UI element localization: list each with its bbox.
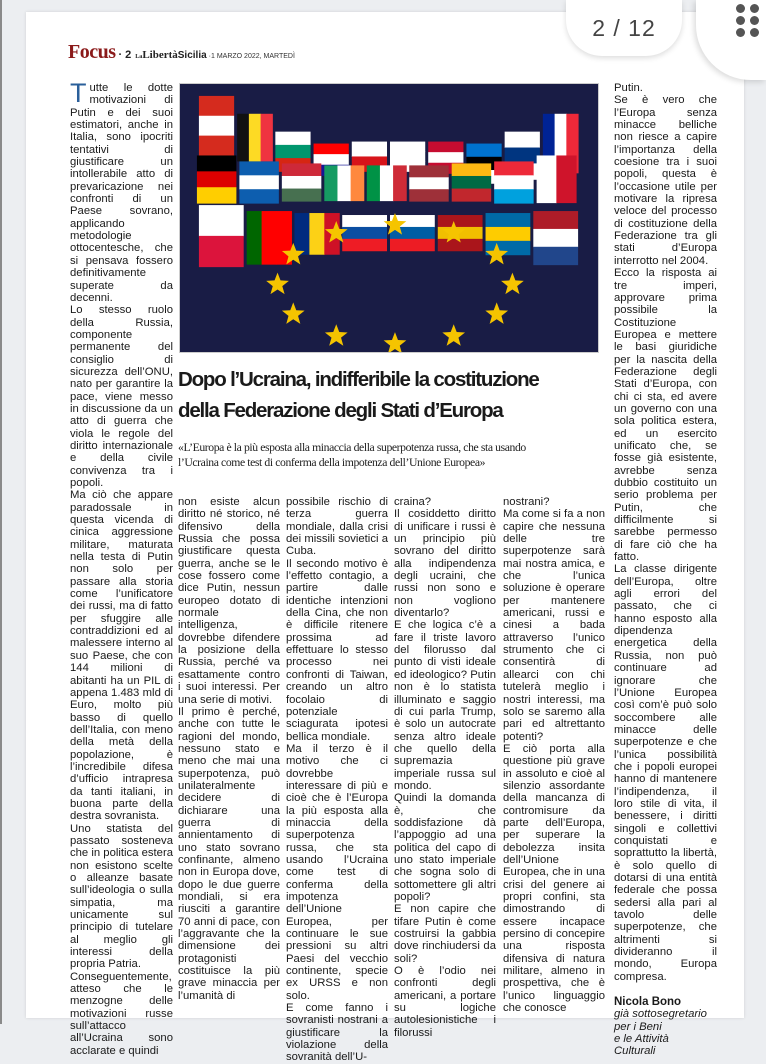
author-role: per i Beni bbox=[614, 1020, 662, 1033]
paragraph: Il primo è perché, anche con tutte le ragioni del mondo, nessuno stato e meno che mai una superpotenza, può unilateralmente decidere di dichiarare una guerra di annientamento di uno stato sovrano confinante, almeno non in Europa dove, dopo le due guerre mondiali, si era riusciti a garantire 70 anni di pace, con l’aggravante che la dimensione dei protagonisti costituisce la più grave minaccia per l’umanità di bbox=[178, 705, 280, 1002]
flag bbox=[494, 161, 533, 203]
paragraph: Ma ciò che appare paradossale in questa vicenda di cinica aggressione militare, maturata nella testa di Putin non solo per passare alla storia come l’unificatore dei russi, ma di fatto per sfuggire alle contraddizioni ed al malessere interno al suo Paese, che con 144 milioni di abitanti ha un PIL di appena 1.483 mld di Euro, molto più basso di quello dell’Italia, con meno della metà della popolazione, è l’incredibile difesa d’ufficio intrapresa da tanti italiani, in buona parte della destra sovranista. bbox=[70, 489, 173, 823]
paragraph: La classe dirigente dell’Europa, oltre agli errori del passato, che ci hanno esposto alla dipendenza energetica della Russia, non può continuare ad ignorare che l’Unione Europea così com’è può solo soccombere alle minacce delle superpotenze e che l’unica possibilità che i popoli europei hanno di mantenere l’indipendenza, il loro stile di vita, il benessere, i diritti singoli e collettivi conquistati e soprattutto la libertà, è solo quello di dotarsi di una entità federale che possa sedersi alla pari al tavolo delle superpotenze, che altrimenti si divideranno il mondo, Europa compresa. bbox=[614, 563, 717, 983]
paragraph: O è l’odio nei confronti degli americani, a portare su logiche autolesionistiche i filorussi bbox=[394, 965, 496, 1039]
subtitle-line: l’Ucraina come test di conferma della impotenza dell’Unione Europea» bbox=[178, 456, 486, 469]
eu-flags-photo bbox=[179, 83, 599, 353]
page-indicator[interactable] bbox=[566, 0, 682, 56]
masthead-name: Libertà bbox=[142, 49, 178, 61]
flag bbox=[237, 114, 273, 162]
paragraph: Ma il terzo è il motivo che ci dovrebbe interessare di più e cioè che è l’Europa la più esposta alla minaccia della superpotenza russa, che sta usando l’Ucraina come test di conferma della impotenza dell’Unione Europea, per continuare le sue pressioni su altri Paesi del vecchio continente, specie ex URSS e non solo. bbox=[286, 742, 388, 1002]
flag bbox=[282, 163, 321, 201]
drop-cap: T bbox=[70, 78, 87, 108]
paragraph: E che logica c’è a fare il triste lavoro del filorusso dal punto di visti ideale ed ideologico? Putin non è lo statista illuminato e saggio di cui parla Trump, è solo un autocrate senza altro ideale che quello della supremazia imperiale russa sul mondo. bbox=[394, 619, 496, 792]
paragraph: E come fanno i sovranisti nostrani a giustificare la violazione della sovranità dell’U- bbox=[286, 1002, 388, 1064]
section-title: Focus bbox=[68, 41, 116, 63]
article-column-1 bbox=[70, 78, 173, 1057]
paragraph: nostrani? bbox=[503, 496, 550, 508]
page-header bbox=[68, 41, 295, 64]
flag bbox=[537, 155, 577, 203]
grid-dots-icon bbox=[736, 4, 760, 38]
article-column-6 bbox=[614, 82, 717, 1058]
newspaper-masthead bbox=[135, 49, 206, 61]
flag bbox=[486, 213, 531, 255]
flag bbox=[239, 161, 278, 203]
paragraph: Lo stesso ruolo della Russia, componente permanente del consiglio di sicurezza dell’ONU, nato per garantire la pace, viene messo in discussione da un atto di guerra che viola le regole del diritto internazionale e della civile convivenza tra i popoli. bbox=[70, 304, 173, 489]
subtitle-line: «L’Europa è la più esposta alla minaccia della superpotenza russa, che sta usando bbox=[178, 441, 526, 454]
article-headline bbox=[178, 364, 608, 426]
page-number: 2 bbox=[125, 49, 132, 61]
flag bbox=[199, 205, 244, 267]
paragraph: Conseguentemente, atteso che le menzogne delle motivazioni russe sull’attacco all’Ucraina sono acclarate e quindi bbox=[70, 970, 173, 1057]
paragraph: Il secondo motivo è l’effetto contagio, a partire dalle identiche intenzioni della Cina, che non è difficile ritenere prossima ad effettuare lo stesso processo nei confronti di Taiwan, creando un altro focolaio di potenziale sciagurata ipotesi bellica mondiale. bbox=[286, 557, 388, 743]
flag bbox=[409, 165, 448, 201]
masthead-region: Sicilia bbox=[177, 50, 207, 61]
paragraph: Putin. bbox=[614, 82, 643, 94]
paragraph: Ecco la risposta ai tre imperi, approvare prima possibile la Costituzione Europea e mettere le basi giuridiche per la nascita della Federazione degli Stati d’Europa, con chi ci sta, ed avere un governo con una sola politica estera, ed un esercito unificato che, se fosse già esistente, avrebbe senza dubbio costituito un serio problema per Putin, che difficilmente si sarebbe permesso di fare ciò che ha fatto. bbox=[614, 267, 717, 564]
headline-line: Dopo l’Ucraina, indifferibile la costituzione bbox=[178, 368, 539, 391]
flag bbox=[324, 165, 364, 201]
paragraph: non esiste alcun diritto né storico, né difensivo della Russia che possa giustificare questa guerra, anche se le cose fossero come dice Putin, nessun europeo dotato di normale intelligenza, dovrebbe difendere la posizione della Russia, perché va esattamente contro i suoi interessi. Per una serie di motivi. bbox=[178, 496, 280, 706]
flag bbox=[438, 215, 483, 251]
paragraph: E ciò porta alla questione più grave in assoluto e cioè al silenzio assordante della mancanza di contromisure da parte dell’Europa, per superare la debolezza insita dell’Unione Europea, che in una crisi del genere ai propri confini, sta dimostrando di essere incapace persino di concepire una risposta difensiva di natura militare, almeno in prospettiva, che è l’unico linguaggio che conosce bbox=[503, 742, 605, 1015]
paragraph-text: utte le dotte motivazioni di Putin e dei suoi estimatori, anche in Italia, sono ipocriti tentativi di giustificare un intollerabile atto di prevaricazione nei confronti di un Paese sovrano, applicando metodologie ottocentesche, che si pensava fossero definitivamente superate da decenni. bbox=[70, 82, 173, 304]
issue-date: ·1 MARZO 2022, MARTEDÌ bbox=[208, 53, 295, 60]
headline-line: della Federazione degli Stati d’Europa bbox=[178, 399, 503, 422]
paragraph: Quindi la domanda è, che soddisfazione dà l’appoggio ad una politica del capo di uno stato imperiale che sogna solo di sottomettere gli altri popoli? bbox=[394, 792, 496, 903]
article-column-4 bbox=[394, 496, 496, 1039]
paragraph: possibile rischio di terza guerra mondiale, dalla crisi dei missili sovietici a Cuba. bbox=[286, 496, 388, 558]
author-signature bbox=[614, 996, 717, 1058]
article-column-3 bbox=[286, 496, 388, 1064]
article-subtitle bbox=[178, 440, 608, 470]
header-separator: · bbox=[118, 49, 123, 61]
author-role: Culturali bbox=[614, 1045, 656, 1058]
eu-flags-stars-image bbox=[180, 84, 598, 352]
author-name: Nicola Bono bbox=[614, 996, 682, 1009]
paragraph: Uno statista del passato sosteneva che in politica estera non esistono scelte o alleanze basate sull’ideologia o sulla simpatia, ma unicamente sul principio di tutelare al meglio gli interessi della propria Patria. bbox=[70, 822, 173, 971]
paragraph: craina? bbox=[394, 496, 432, 508]
paragraph: Ma come si fa a non capire che nessuna delle tre superpotenze sarà mai nostra amica, e che l’unica soluzione è operare per mantenere americani, russi e cinesi a bada attraverso l’unico strumento che ci consentirà di allearci con chi tutelerà meglio i nostri interessi, ma solo se saremo alla pari ed altrettanto potenti? bbox=[503, 508, 605, 743]
flag bbox=[367, 165, 407, 201]
flag bbox=[247, 211, 292, 265]
masthead-prefix: La bbox=[135, 54, 143, 60]
article-column-2 bbox=[178, 496, 280, 1002]
article-column-5 bbox=[503, 496, 605, 1014]
paragraph: Se è vero che l’Europa senza minacce belliche non riesce a capire l’importanza della coesione tra i suoi popoli, questa è l’occasione utile per motivare la ripresa veloce del processo di costituzione della Federazione tra gli stati d’Europa interrotto nel 2004. bbox=[614, 94, 717, 267]
flag bbox=[452, 163, 491, 201]
paragraph: E non capire che tifare Putin è come costruirsi la gabbia dove rinchiudersi da soli? bbox=[394, 903, 496, 965]
flag bbox=[533, 211, 578, 265]
paragraph: Il cosiddetto diritto di unificare i russi è un principio più sovrano del diritto alla indipendenza degli ucraini, che russi non sono e non vogliono diventarlo? bbox=[394, 508, 496, 620]
flag bbox=[342, 215, 387, 251]
paragraph bbox=[70, 78, 173, 304]
flag bbox=[197, 155, 236, 203]
author-role: già sottosegretario bbox=[614, 1008, 707, 1021]
author-role: e le Attività bbox=[614, 1033, 669, 1046]
flag bbox=[199, 96, 234, 156]
page-indicator-text: 2 / 12 bbox=[592, 14, 656, 41]
